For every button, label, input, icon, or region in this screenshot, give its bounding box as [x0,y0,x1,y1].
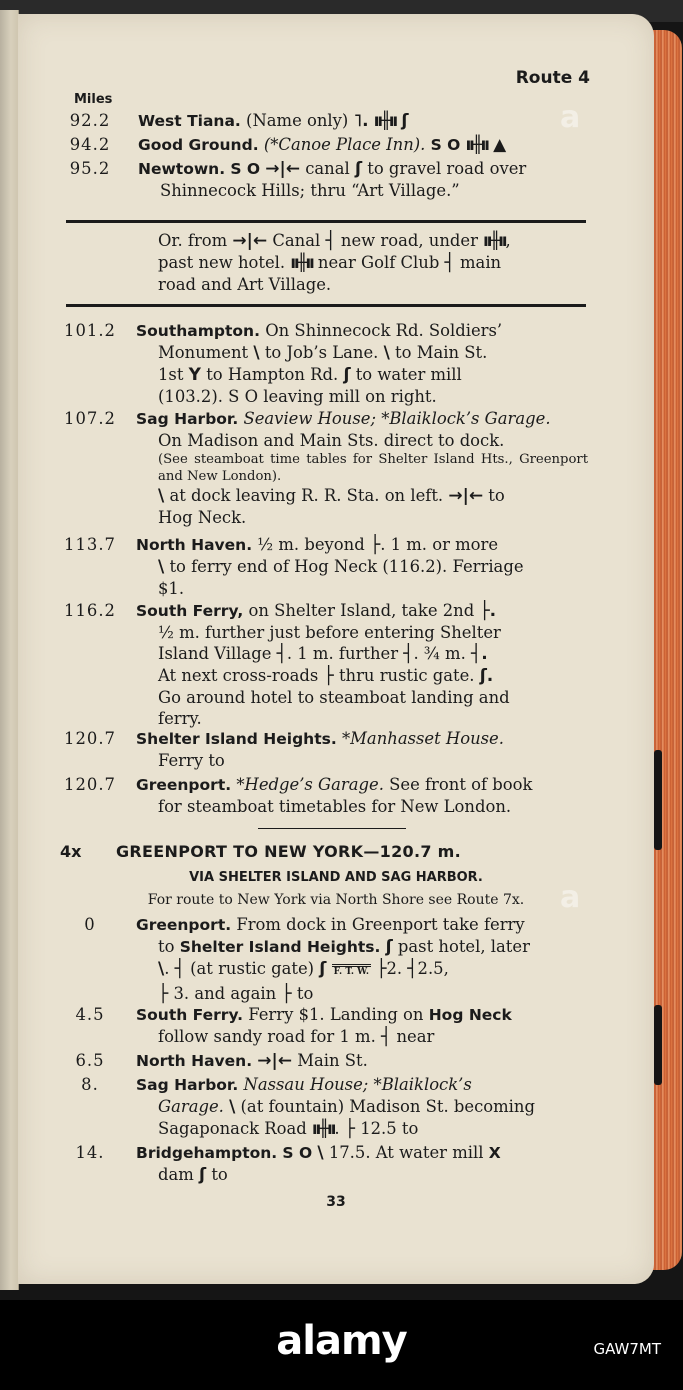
bear-right-icon: \ [158,557,165,577]
triangle-icon: ▲ [493,135,507,155]
turn-right-icon: ˥. [353,111,369,131]
mileage: 120.7 [64,729,116,748]
bear-right-icon: \ [383,343,390,363]
mileage: 6.5 [75,1051,105,1070]
entry-text: North Haven. →|← Main St. [136,1051,368,1071]
entry-text: North Haven. ½ m. beyond ├. 1 m. or more \ to ferry end of Hog Neck (116.2). Ferriage $1. [136,535,524,598]
bear-left-icon: ʃ [401,111,409,131]
thumb-tab [654,1005,662,1085]
mileage: 8. [81,1075,99,1094]
turn-right-icon: ├. [479,601,497,621]
watermark: a [560,100,581,135]
mileage: 116.2 [64,601,116,620]
turn-right-icon: ├ [344,1119,355,1139]
alamy-logo: alamy [276,1318,407,1364]
entry-text: Good Ground. (*Canoe Place Inn). S O ıı╫ıı ▲ [138,135,507,155]
entry-text: Bridgehampton. S O \ 17.5. At water mill X dam ʃ to [136,1143,501,1185]
railroad-crossing-icon: ıı╫ıı [290,253,313,272]
cross-bridge-icon: →|← [448,486,484,506]
entry-text: Sag Harbor. Seaview House; *Blaiklock’s Garage. On Madison and Main Sts. direct to dock. (See steamboat time tables for Shelter Island Hts., Greenport and New London). \ at dock leaving R. R. Sta. on left. →|← to Hog Neck. [136,409,588,527]
turn-left-icon: ┤ [381,1027,392,1047]
divider [66,220,586,223]
bear-right-icon: \ [317,1143,324,1163]
mileage: 101.2 [64,321,116,340]
mileage: 14. [75,1143,105,1162]
turn-left-icon: ┤ [174,959,185,979]
mileage: 120.7 [64,775,116,794]
entry-text: Southampton. On Shinnecock Rd. Soldiers’ Monument \ to Job’s Lane. \ to Main St. 1st Y to Hampton Rd. ʃ to water mill (103.2). S O leaving mill on right. [136,321,503,406]
book-page [18,14,654,1284]
turn-right-icon: ├ [323,666,334,686]
section-note: For route to New York via North Shore see Route 7x. [147,892,525,908]
divider [258,828,406,829]
turn-left-icon: ┤. [471,644,488,664]
mileage: 0 [84,915,96,934]
turn-left-icon: ┤ [444,253,455,273]
cross-bridge-icon: →|← [265,159,300,179]
railroad-crossing-icon: ıı╫ıı [483,231,506,250]
bear-left-icon: ʃ [199,1165,207,1185]
turn-left-icon: ┤ [276,644,287,664]
section-number: 4x [60,842,82,861]
divider [66,304,586,307]
railroad-crossing-icon: ıı╫ıı [465,135,488,154]
page-number: 33 [326,1194,346,1210]
entry-text: West Tiana. (Name only) ˥. ıı╫ıı ʃ [138,111,409,131]
watermark: a [560,880,581,915]
turn-left-icon: ┤ [403,644,414,664]
turn-left-icon: ┤ [407,959,418,979]
crossroads-icon: X [488,1144,501,1162]
alternate-route-note: Or. from →|← Canal ┤ new road, under ıı╫ıı, past new hotel. ıı╫ıı near Golf Club ┤ main road and Art Village. [158,231,511,294]
bear-left-icon: ʃ [343,365,351,385]
thumb-tab [654,750,662,850]
section-title: GREENPORT TO NEW YORK—120.7 m. [116,842,462,861]
mileage: 4.5 [75,1005,105,1024]
entry-text: South Ferry, on Shelter Island, take 2nd ├. ½ m. further just before entering Shelter Island Village ┤. 1 m. further ┤. ¾ m. ┤. At next cross-roads ├ thru rustic gate. ʃ. Go around hotel to steamboat landing and ferry. [136,601,510,728]
entry-text: Shelter Island Heights. *Manhasset House. Ferry to [136,729,504,770]
turn-right-icon: ├ [158,984,169,1004]
section-subtitle: VIA SHELTER ISLAND AND SAG HARBOR. [189,870,483,885]
bear-right-icon: \ [229,1097,236,1117]
bear-right-icon: \ [158,959,165,979]
image-id: GAW7MT [593,1340,661,1358]
turn-right-icon: ├ [376,959,387,979]
mileage: 95.2 [69,159,111,178]
entry-text: Greenport. From dock in Greenport take ferry to Shelter Island Heights. ʃ past hotel, later \. ┤ (at rustic gate) ʃ F. T. W. ├2. ┤2.5, ├ 3. and again ├ to [136,915,530,1004]
turn-right-icon: ├ [281,984,292,1004]
bear-left-icon: ʃ [385,937,393,957]
turn-left-icon: ┤ [325,231,336,251]
book-gutter [0,10,19,1290]
route-header: Route 4 [515,68,590,88]
entry-text: Newtown. S O →|← canal ʃ to gravel road over Shinnecock Hills; thru “Art Village.” [138,159,527,200]
railroad-crossing-icon: ıı╫ıı [311,1119,335,1138]
entry-text: Sag Harbor. Nassau House; *Blaiklock’s Garage. \ (at fountain) Madison St. becoming Sagaponack Road ıı╫ıı. ├ 12.5 to [136,1075,535,1139]
bear-left-icon: ʃ [354,159,363,179]
entry-text: Greenport. *Hedge’s Garage. See front of book for steamboat timetables for New London. [136,775,533,816]
bear-left-icon: ʃ [319,959,327,979]
mileage: 107.2 [64,409,116,428]
bear-left-icon: ʃ. [479,666,494,686]
fork-icon: Y [188,365,201,385]
entry-text: South Ferry. Ferry $1. Landing on Hog Neck follow sandy road for 1 m. ┤ near [136,1005,512,1047]
cross-bridge-icon: →|← [232,231,268,251]
mileage: 92.2 [69,111,111,130]
bear-right-icon: \ [253,343,260,363]
railroad-crossing-icon: ıı╫ıı [373,111,397,130]
footer-bar [0,1300,683,1390]
cross-bridge-icon: →|← [257,1051,292,1071]
bear-right-icon: \ [158,486,165,506]
mileage: 113.7 [64,535,116,554]
miles-label: Miles [74,92,113,107]
page-content [18,14,654,1284]
ftw-sign-icon: F. T. W. [332,964,371,977]
mileage: 94.2 [69,135,111,154]
turn-right-icon: ├ [369,535,381,555]
